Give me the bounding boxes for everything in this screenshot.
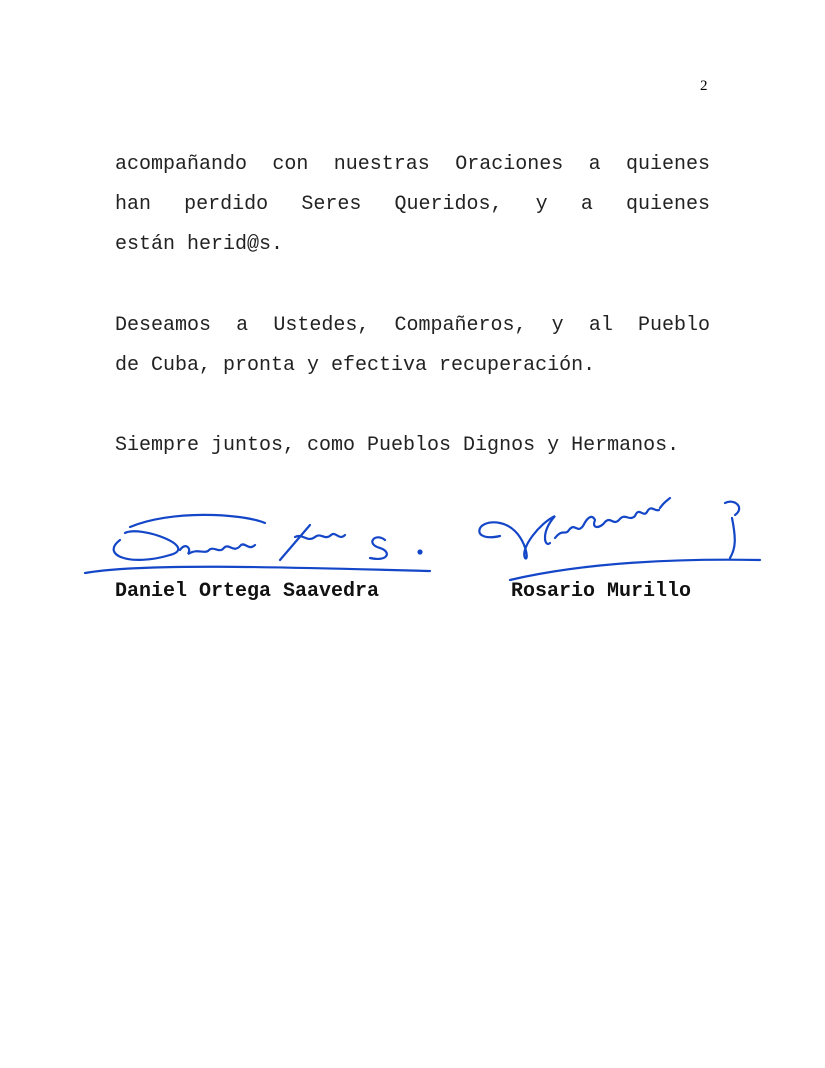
- text-line: Deseamos a Ustedes, Compañeros, y al Pueblo: [115, 314, 710, 337]
- signature-rosario-murillo: [470, 488, 770, 588]
- text-line: acompañando con nuestras Oraciones a quienes: [115, 153, 710, 176]
- page-number: 2: [700, 78, 708, 94]
- text-line: de Cuba, pronta y efectiva recuperación.: [115, 354, 596, 377]
- text-line: están herid@s.: [115, 233, 284, 256]
- paragraph-condolences: [115, 145, 710, 265]
- signature-daniel-ortega: [80, 505, 440, 585]
- text-line: han perdido Seres Queridos, y a quienes: [115, 193, 710, 216]
- signatory-name-daniel-ortega: Daniel Ortega Saavedra: [115, 580, 380, 603]
- paragraph-closing: [115, 426, 710, 466]
- signatory-name-rosario-murillo: Rosario Murillo: [511, 580, 692, 603]
- paragraph-wishes: [115, 306, 710, 386]
- text-line: Siempre juntos, como Pueblos Dignos y Hermanos.: [115, 434, 680, 457]
